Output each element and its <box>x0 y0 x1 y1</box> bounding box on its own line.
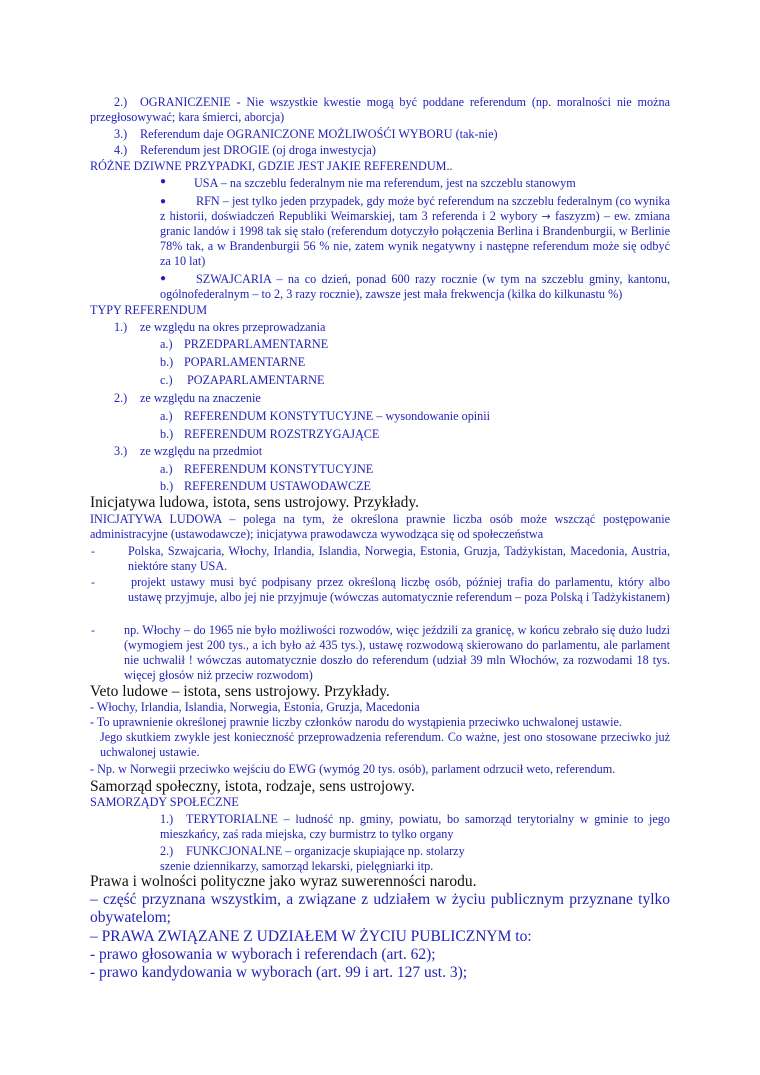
list-letter: a.) <box>160 409 173 423</box>
selfgov-territorial: TERYTORIALNE – ludność np. gminy, powiatu, bo samorząd terytorialny w gminie to jego mieszkańcy, zaś rada miejska, czy burmistrz to tylko organy <box>160 812 670 841</box>
veto-definition <box>90 715 670 730</box>
rights-title: Prawa i wolności polityczne jako wyraz suwerenności narodu. <box>90 873 477 890</box>
selfgov-functional: FUNKCJONALNE – organizacje skupiające np. stolarzy <box>186 844 465 858</box>
list-number: 3.) <box>114 444 128 458</box>
type-item: PRZEDPARLAMENTARNE <box>184 337 329 351</box>
rights-line-2: – PRAWA ZWIĄZANE Z UDZIAŁEM W ŻYCIU PUBLICZNYM to: <box>90 928 532 945</box>
list-number: 1.) <box>160 812 174 826</box>
type-item: POZAPARLAMENTARNE <box>187 373 325 387</box>
dash-marker: - <box>91 575 95 589</box>
initiative-title: Inicjatywa ludowa, istota, sens ustrojowy. Przykłady. <box>90 494 420 511</box>
types-group-2: ze względu na znaczenie <box>140 391 261 405</box>
list-letter: b.) <box>160 427 174 441</box>
rights-line-4: - prawo kandydowania w wyborach (art. 99 i art. 127 ust. 3); <box>90 964 468 981</box>
list-letter: a.) <box>160 462 173 476</box>
list-number: 2.) <box>114 391 128 405</box>
type-item: POPARLAMENTARNE <box>184 355 306 369</box>
list-number: 1.) <box>114 320 128 334</box>
limit-item-3: Referendum daje OGRANICZONE MOŻLIWOŚĆI WYBORU (tak-nie) <box>140 127 498 141</box>
list-letter: c.) <box>160 373 173 387</box>
case-rfn-text-2: faszyzm) – ew. zmiana granic landów i 1998 tak się stało (referendum dotyczyło połączenia Berlina i Brandenburgii, w Berlinie 78% tak, a w Brandenburgii 56 % nie, zatem wynik negatywny i następne referendum może się odbyć za 10 lat) <box>160 209 671 268</box>
list-letter: b.) <box>160 355 174 369</box>
selfgov-functional-2: szenie dziennikarzy, samorząd lekarski, pielęgniarki itp. <box>160 859 434 873</box>
type-item: REFERENDUM USTAWODAWCZE <box>184 479 371 493</box>
list-number: 4.) <box>114 143 128 157</box>
types-heading: TYPY REFERENDUM <box>90 303 208 317</box>
veto-definition-2: Jego skutkiem zwykle jest konieczność przeprowadzenia referendum. Co ważne, jest ono stosowane przeciwko już uchwalonej ustawie. <box>100 730 670 759</box>
bullet-icon: ● <box>160 176 167 187</box>
initiative-point-3: np. Włochy – do 1965 nie było możliwości rozwodów, więc jeździli za granicę, w końcu zebrało się dużo ludzi (wymogiem jest 200 tys., a ich było aż 435 tys.), ustawę rozwodową skierowano do parlamentu, ale parlament nie uchwalił ! wówczas automatycznie doszło do referendum (udział 39 mln Włochów, za rozwodami 18 tys. więcej głosów niż przeciw rozwodom) <box>124 623 670 682</box>
case-rfn-text: RFN – jest tylko jeden przypadek, gdy może być referendum na szczeblu federalnym (co wynika z historii, doświadczeń Republiki Weimarskiej, tam 3 referenda i 2 wybory <box>160 194 670 223</box>
selfgov-title: Samorząd społeczny, istota, rodzaje, sens ustrojowy. <box>90 778 415 795</box>
dash-marker: - <box>91 544 95 558</box>
selfgov-heading: SAMORZĄDY SPOŁECZNE <box>90 795 239 809</box>
type-item: REFERENDUM KONSTYTUCYJNE – wysondowanie opinii <box>184 409 491 423</box>
case-swiss: SZWAJCARIA – na co dzień, ponad 600 razy rocznie (w tym na szczeblu gminy, kantonu, ogólnofederalnym – to 2, 3 razy rocznie), zawsze jest mała frekwencja (kilka do kilkunastu %) <box>160 272 670 301</box>
types-group-3: ze względu na przedmiot <box>140 444 263 458</box>
arrow-right-icon: → <box>541 210 551 223</box>
type-item: REFERENDUM ROZSTRZYGAJĄCE <box>184 427 380 441</box>
list-letter: b.) <box>160 479 174 493</box>
list-letter: a.) <box>160 337 173 351</box>
case-usa: USA – na szczeblu federalnym nie ma referendum, jest na szczeblu stanowym <box>194 176 576 190</box>
initiative-definition: INICJATYWA LUDOWA – polega na tym, że określona prawnie liczba osób może wszcząć postępowanie administracyjne (ustawodawcze); inicjatywa prawodawcza wywodząca się od społeczeństwa <box>90 512 670 541</box>
initiative-point-2: projekt ustawy musi być podpisany przez określoną liczbę osób, później trafia do parlamentu, który albo ustawę przyjmuje, albo jej nie przyjmuje (wówczas automatycznie referendum – poza Polską i Tadżykistanem) <box>128 575 670 604</box>
veto-title: Veto ludowe – istota, sens ustrojowy. Przykłady. <box>90 683 390 700</box>
list-number: 2.) <box>160 844 174 858</box>
list-number: 2.) <box>114 95 128 109</box>
bullet-icon: ● <box>160 196 167 207</box>
strange-cases-heading: RÓŻNE DZIWNE PRZYPADKI, GDZIE JEST JAKIE REFERENDUM.. <box>90 159 453 173</box>
rights-line-3: - prawo głosowania w wyborach i referendach (art. 62); <box>90 946 436 963</box>
veto-definition-1: - To uprawnienie określonej prawnie liczby członków narodu do wystąpienia przeciwko uchwalonej ustawie. <box>90 715 622 729</box>
initiative-point-1: Polska, Szwajcaria, Włochy, Irlandia, Islandia, Norwegia, Estonia, Gruzja, Tadżykistan, Macedonia, Austria, niektóre stany USA. <box>128 544 670 573</box>
rights-line-1: – część przyznana wszystkim, a związane z udziałem w życiu publicznym przyznane tylko obywatelom; <box>90 891 670 926</box>
list-number: 3.) <box>114 127 128 141</box>
bullet-icon: ● <box>160 273 167 284</box>
limit-item-4: Referendum jest DROGIE (oj droga inwestycja) <box>140 143 376 157</box>
types-group-1: ze względu na okres przeprowadzania <box>140 320 326 334</box>
veto-countries: - Włochy, Irlandia, Islandia, Norwegia, Estonia, Gruzja, Macedonia <box>90 700 420 714</box>
limit-item-2: OGRANICZENIE - Nie wszystkie kwestie mogą być poddane referendum (np. moralności nie można przegłosowywać; kara śmierci, aborcja) <box>90 95 670 124</box>
type-item: REFERENDUM KONSTYTUCYJNE <box>184 462 374 476</box>
veto-example: - Np. w Norwegii przeciwko wejściu do EWG (wymóg 20 tys. osób), parlament odrzucił weto, referendum. <box>90 762 616 776</box>
dash-marker: - <box>91 623 95 637</box>
case-rfn <box>160 194 670 269</box>
